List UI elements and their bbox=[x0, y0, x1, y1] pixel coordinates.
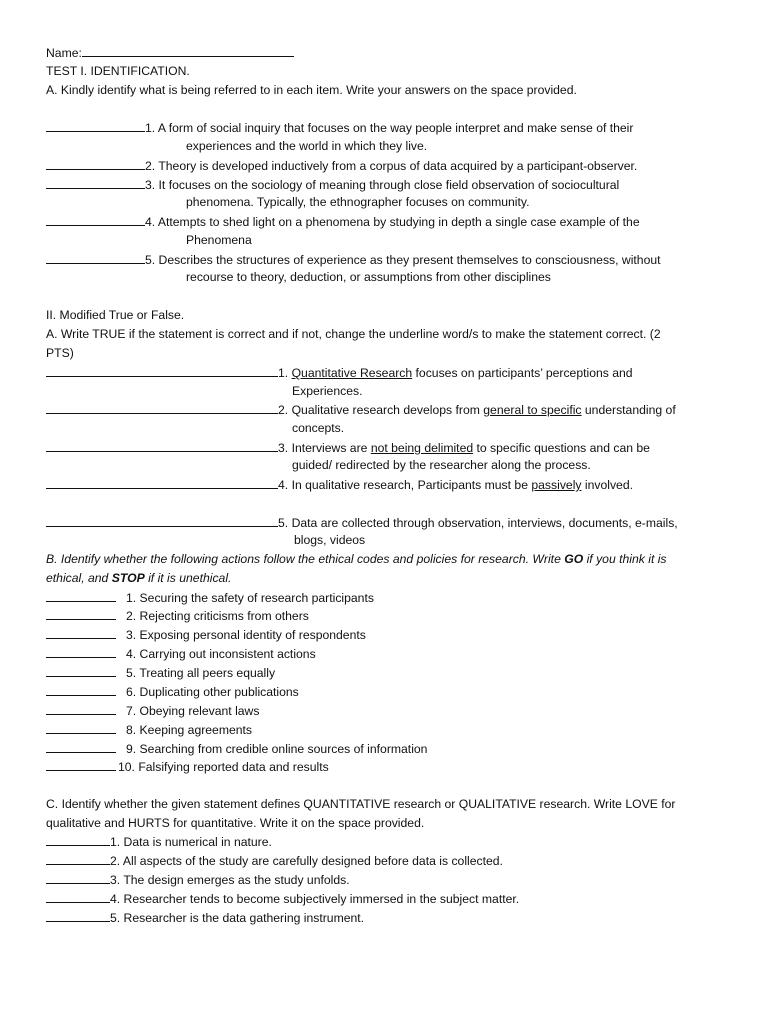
answer-blank[interactable] bbox=[46, 703, 116, 715]
answer-blank[interactable] bbox=[46, 665, 116, 677]
qq-item-4: 4. Researcher tends to become subjectively immersed in the subject matter. bbox=[46, 891, 519, 906]
tf-item-1-cont: Experiences. bbox=[292, 384, 363, 398]
id-item-5-cont: recourse to theory, deduction, or assumptions from other disciplines bbox=[186, 270, 551, 284]
ethics-item-9: 9. Searching from credible online sources of information bbox=[46, 741, 427, 756]
answer-blank[interactable] bbox=[46, 891, 110, 903]
id-item-4-cont: Phenomena bbox=[186, 233, 252, 247]
tf-item-3-cont: guided/ redirected by the researcher along the process. bbox=[292, 458, 591, 472]
answer-blank[interactable] bbox=[46, 515, 278, 527]
ethics-instruction-cont: ethical, and STOP if it is unethical. bbox=[46, 571, 232, 585]
answer-blank[interactable] bbox=[46, 158, 145, 170]
name-row bbox=[46, 45, 294, 60]
ethics-item-10: 10. Falsifying reported data and results bbox=[46, 759, 329, 774]
ethics-item-7: 7. Obeying relevant laws bbox=[46, 703, 259, 718]
ethics-item-4: 4. Carrying out inconsistent actions bbox=[46, 646, 316, 661]
ethics-item-2: 2. Rejecting criticisms from others bbox=[46, 608, 309, 623]
answer-blank[interactable] bbox=[46, 853, 110, 865]
qq-item-2: 2. All aspects of the study are carefully designed before data is collected. bbox=[46, 853, 503, 868]
answer-blank[interactable] bbox=[46, 440, 278, 452]
answer-blank[interactable] bbox=[46, 759, 116, 771]
answer-blank[interactable] bbox=[46, 590, 116, 602]
id-item-2: 2. Theory is developed inductively from a corpus of data acquired by a participant-observer. bbox=[46, 158, 637, 173]
tf-item-1: 1. Quantitative Research focuses on participants’ perceptions and bbox=[46, 365, 633, 380]
id-item-4: 4. Attempts to shed light on a phenomena by studying in depth a single case example of the bbox=[46, 214, 640, 229]
answer-blank[interactable] bbox=[46, 477, 278, 489]
tf-item-2: 2. Qualitative research develops from general to specific understanding of bbox=[46, 402, 676, 417]
ethics-item-3: 3. Exposing personal identity of respondents bbox=[46, 627, 366, 642]
id-item-5: 5. Describes the structures of experience as they present themselves to consciousness, without bbox=[46, 252, 661, 267]
ethics-item-6: 6. Duplicating other publications bbox=[46, 684, 299, 699]
answer-blank[interactable] bbox=[46, 365, 278, 377]
ethics-item-1: 1. Securing the safety of research participants bbox=[46, 590, 374, 605]
section-2-instruction: A. Write TRUE if the statement is correct and if not, change the underline word/s to make the statement correct. (2 bbox=[46, 327, 661, 341]
ethics-item-8: 8. Keeping agreements bbox=[46, 722, 252, 737]
answer-blank[interactable] bbox=[46, 214, 145, 226]
tf-item-2-cont: concepts. bbox=[292, 421, 345, 435]
tf-item-5: 5. Data are collected through observation, interviews, documents, e-mails, bbox=[46, 515, 678, 530]
id-item-3: 3. It focuses on the sociology of meaning through close field observation of sociocultural bbox=[46, 177, 619, 192]
answer-blank[interactable] bbox=[46, 120, 145, 132]
answer-blank[interactable] bbox=[46, 910, 110, 922]
answer-blank[interactable] bbox=[46, 608, 116, 620]
id-item-1-cont: experiences and the world in which they live. bbox=[186, 139, 428, 153]
answer-blank[interactable] bbox=[46, 741, 116, 753]
answer-blank[interactable] bbox=[46, 722, 116, 734]
ethics-instruction: B. Identify whether the following actions follow the ethical codes and policies for research. Write GO if you think it is bbox=[46, 552, 667, 566]
section-2-title: II. Modified True or False. bbox=[46, 308, 185, 322]
tf-item-3: 3. Interviews are not being delimited to specific questions and can be bbox=[46, 440, 650, 455]
answer-blank[interactable] bbox=[46, 684, 116, 696]
section-c-instruction-cont: qualitative and HURTS for quantitative. Write it on the space provided. bbox=[46, 816, 425, 830]
instruction-a: A. Kindly identify what is being referred to in each item. Write your answers on the space provided. bbox=[46, 83, 577, 97]
answer-blank[interactable] bbox=[46, 177, 145, 189]
test-title: TEST I. IDENTIFICATION. bbox=[46, 64, 190, 78]
answer-blank[interactable] bbox=[46, 646, 116, 658]
id-item-3-cont: phenomena. Typically, the ethnographer focuses on community. bbox=[186, 195, 530, 209]
answer-blank[interactable] bbox=[46, 872, 110, 884]
qq-item-5: 5. Researcher is the data gathering instrument. bbox=[46, 910, 364, 925]
name-blank[interactable] bbox=[82, 45, 294, 57]
tf-item-5-cont: blogs, videos bbox=[294, 533, 366, 547]
section-2-instruction-cont: PTS) bbox=[46, 346, 74, 360]
id-item-1: 1. A form of social inquiry that focuses on the way people interpret and make sense of their bbox=[46, 120, 633, 135]
ethics-item-5: 5. Treating all peers equally bbox=[46, 665, 275, 680]
answer-blank[interactable] bbox=[46, 627, 116, 639]
name-label: Name: bbox=[46, 46, 82, 60]
answer-blank[interactable] bbox=[46, 402, 278, 414]
answer-blank[interactable] bbox=[46, 834, 110, 846]
tf-item-4: 4. In qualitative research, Participants must be passively involved. bbox=[46, 477, 633, 492]
qq-item-1: 1. Data is numerical in nature. bbox=[46, 834, 272, 849]
answer-blank[interactable] bbox=[46, 252, 145, 264]
qq-item-3: 3. The design emerges as the study unfolds. bbox=[46, 872, 350, 887]
section-c-instruction: C. Identify whether the given statement defines QUANTITATIVE research or QUALITATIVE research. Write LOVE for bbox=[46, 797, 676, 811]
